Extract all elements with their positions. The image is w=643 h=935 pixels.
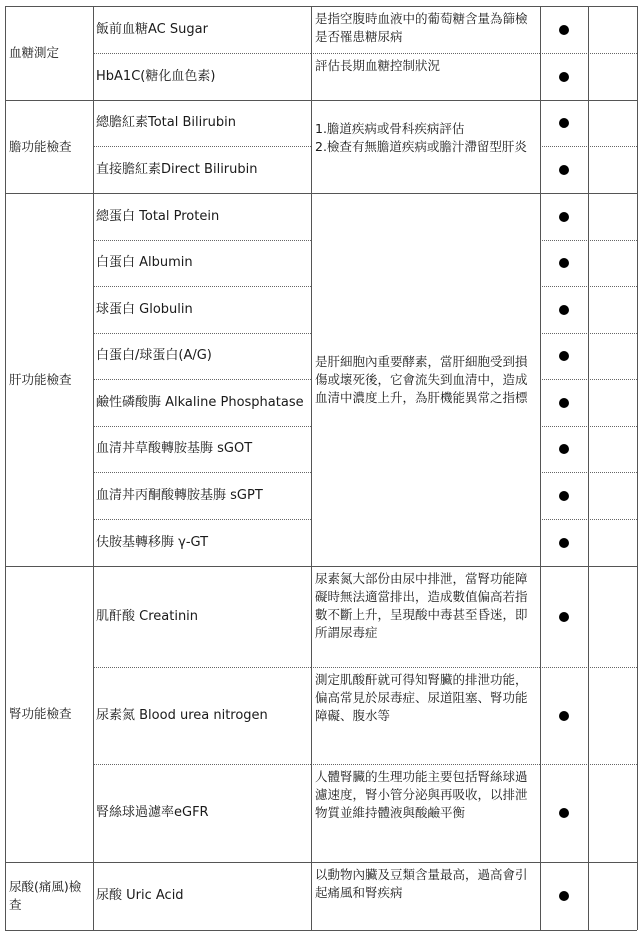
- test-item-name: 鹼性磷酸脢 Alkaline Phosphatase: [96, 394, 304, 410]
- included-mark-cell: [540, 566, 588, 667]
- test-item-name: 肌酐酸 Creatinin: [96, 608, 199, 624]
- category-cell: 腎功能檢查: [9, 706, 72, 721]
- test-item-name: 白蛋白 Albumin: [96, 255, 193, 270]
- description-cell: 是指空腹時血液中的葡萄糖含量為篩檢是否罹患糖尿病: [315, 11, 528, 44]
- bullet-dot-icon: [559, 351, 569, 361]
- included-mark-cell: [540, 472, 588, 519]
- test-item-name: 白蛋白/球蛋白(A/G): [96, 348, 212, 363]
- test-item-name: 總膽紅素Total Bilirubin: [96, 115, 236, 130]
- test-item-name: HbA1C(糖化血色素): [96, 68, 216, 84]
- test-item-name: 血清丼草酸轉胺基脢 sGOT: [96, 441, 253, 456]
- row-divider: [5, 100, 637, 101]
- bullet-dot-icon: [559, 444, 569, 454]
- category-cell: 膽功能檢查: [9, 138, 72, 154]
- category-cell: 肝功能檢查: [9, 371, 72, 387]
- row-divider: [311, 764, 540, 765]
- column-divider: [588, 6, 589, 930]
- row-divider: [93, 472, 311, 473]
- column-divider: [93, 6, 94, 930]
- row-divider: [93, 379, 311, 380]
- description-cell: 1.膽道疾病或骨科疾病評估 2.檢查有無膽道疾病或膽汁滯留型肝炎: [315, 121, 527, 154]
- row-divider: [5, 930, 637, 931]
- description-cell: 評估長期血糖控制狀況: [315, 58, 441, 73]
- included-mark-cell: [540, 426, 588, 472]
- row-divider: [93, 426, 311, 427]
- row-divider: [93, 286, 311, 287]
- bullet-dot-icon: [559, 25, 569, 35]
- included-mark-cell: [540, 862, 588, 930]
- included-mark-cell: [540, 6, 588, 53]
- bullet-dot-icon: [559, 305, 569, 315]
- row-divider: [5, 862, 637, 863]
- test-item-name: 飯前血糖AC Sugar: [96, 21, 208, 37]
- included-mark-cell: [540, 379, 588, 426]
- included-mark-cell: [540, 100, 588, 146]
- included-mark-cell: [540, 519, 588, 566]
- row-divider: [93, 764, 311, 765]
- bullet-dot-icon: [559, 165, 569, 175]
- bullet-dot-icon: [559, 258, 569, 268]
- bullet-dot-icon: [559, 891, 569, 901]
- test-item-name: 球蛋白 Globulin: [96, 301, 193, 317]
- row-divider: [5, 193, 637, 194]
- bullet-dot-icon: [559, 118, 569, 128]
- description-cell: 以動物內臟及豆類含量最高，過高會引起痛風和腎疾病: [315, 867, 528, 900]
- test-item-name: 尿酸 Uric Acid: [96, 888, 184, 903]
- column-divider: [540, 6, 541, 930]
- column-divider: [311, 6, 312, 930]
- bullet-dot-icon: [559, 491, 569, 501]
- category-cell: 尿酸(痛風)檢查: [9, 879, 82, 912]
- column-divider: [5, 6, 6, 930]
- bullet-dot-icon: [559, 808, 569, 818]
- included-mark-cell: [540, 146, 588, 193]
- included-mark-cell: [540, 240, 588, 286]
- included-mark-cell: [540, 53, 588, 100]
- row-divider: [93, 333, 311, 334]
- test-item-name: 腎絲球過濾率eGFR: [96, 805, 209, 820]
- description-cell: 尿素氮大部份由尿中排泄，當腎功能障礙時無法適當排出，造成數值偏高若指數不斷上升，呈現酸中毒甚至昏迷，即所謂尿毒症: [315, 571, 528, 640]
- test-item-name: 血清丼丙酮酸轉胺基脢 sGPT: [96, 487, 263, 503]
- included-mark-cell: [540, 764, 588, 862]
- row-divider: [5, 566, 637, 567]
- description-cell: 測定肌酸酐就可得知腎臟的排泄功能，偏高常見於尿毒症、尿道阻塞、腎功能障礙、腹水等: [315, 672, 528, 723]
- description-cell: 是肝細胞內重要酵素，當肝細胞受到損傷或壞死後，它會流失到血清中，造成血清中濃度上升，為肝機能異常之指標: [315, 353, 528, 405]
- row-divider: [5, 6, 637, 7]
- test-item-name: 尿素氮 Blood urea nitrogen: [96, 707, 268, 723]
- bullet-dot-icon: [559, 398, 569, 408]
- bullet-dot-icon: [559, 711, 569, 721]
- row-divider: [311, 667, 540, 668]
- row-divider: [311, 53, 540, 54]
- included-mark-cell: [540, 286, 588, 333]
- description-cell: 人體腎臟的生理功能主要包括腎絲球過濾速度，腎小管分泌與再吸收，以排泄物質並維持體液與酸鹼平衡: [315, 769, 528, 820]
- row-divider: [93, 519, 311, 520]
- row-divider: [93, 53, 311, 54]
- bullet-dot-icon: [559, 72, 569, 82]
- test-item-name: 總蛋白 Total Protein: [96, 208, 220, 224]
- included-mark-cell: [540, 667, 588, 764]
- row-divider: [93, 146, 311, 147]
- included-mark-cell: [540, 193, 588, 240]
- test-item-name: 伕胺基轉移脢 γ-GT: [96, 534, 209, 550]
- bullet-dot-icon: [559, 212, 569, 222]
- row-divider: [93, 667, 311, 668]
- included-mark-cell: [540, 333, 588, 379]
- bullet-dot-icon: [559, 612, 569, 622]
- bullet-dot-icon: [559, 538, 569, 548]
- test-item-name: 直接膽紅素Direct Bilirubin: [96, 161, 258, 177]
- category-cell: 血糖測定: [9, 45, 60, 60]
- row-divider: [93, 240, 311, 241]
- column-divider: [637, 6, 638, 930]
